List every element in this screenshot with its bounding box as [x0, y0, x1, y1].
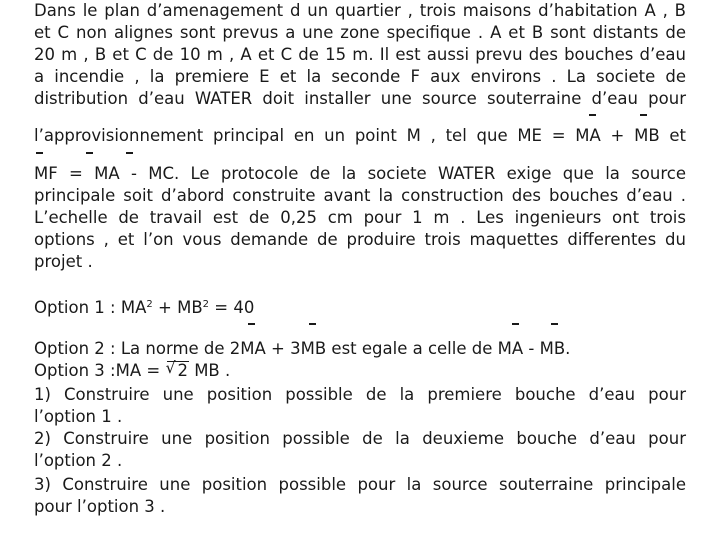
question-line: 1) Construire une position possible de la premiere bouche d’eau pour: [34, 385, 686, 404]
paragraph-line: projet .: [34, 252, 93, 271]
option-3: [34, 360, 686, 382]
vector-arrow-mark: [248, 323, 255, 325]
option-1: [34, 297, 686, 319]
vector-arrow-mark: [36, 152, 43, 154]
paragraph-line: distribution d’eau WATER doit installer une source souterraine d’eau pour: [34, 89, 686, 108]
option-3-suffix: MB .: [188, 361, 231, 380]
square-root-value: 2: [177, 361, 188, 380]
question-line: l’option 2 .: [34, 451, 123, 470]
question-line: 3) Construire une position possible pour la source souterraine principale: [34, 475, 686, 494]
vector-arrow-mark: [551, 323, 558, 325]
paragraph-line: l’approvisionnement principal en un point M , tel que ME = MA + MB et: [34, 126, 686, 145]
vector-arrow-mark: [126, 152, 133, 154]
vector-arrow-mark: [309, 323, 316, 325]
option-3-prefix: Option 3 :MA =: [34, 361, 166, 380]
paragraph-line: 20 m , B et C de 10 m , A et C de 15 m. Il est aussi prevu des bouches d’eau: [34, 45, 686, 64]
question-line: l’option 1 .: [34, 407, 123, 426]
paragraph-line: options , et l’on vous demande de produire trois maquettes differentes du: [34, 230, 686, 249]
option-1-suffix: = 40: [209, 298, 255, 317]
vector-arrow-mark: [512, 323, 519, 325]
paragraph-line: MF = MA - MC. Le protocole de la societe WATER exige que la source: [34, 164, 686, 183]
question-line: 2) Construire une position possible de la deuxieme bouche d’eau pour: [34, 429, 686, 448]
vector-arrow-mark: [589, 114, 596, 116]
square-root: [167, 361, 189, 380]
option-1-prefix: Option 1 : MA: [34, 298, 147, 317]
question-line: pour l’option 3 .: [34, 497, 166, 516]
option-1-exponent: 2: [146, 299, 153, 310]
vector-arrow-mark: [640, 114, 647, 116]
option-1-mid: + MB: [152, 298, 203, 317]
option-2: Option 2 : La norme de 2MA + 3MB est egale a celle de MA - MB.: [34, 339, 571, 358]
paragraph-line: principale soit d’abord construite avant la construction des bouches d’eau .: [34, 186, 686, 205]
paragraph-line: et C non alignes sont prevus a une zone specifique . A et B sont distants de: [34, 23, 686, 42]
paragraph-line: L’echelle de travail est de 0,25 cm pour 1 m . Les ingenieurs ont trois: [34, 208, 686, 227]
paragraph-line: Dans le plan d’amenagement d un quartier , trois maisons d’habitation A , B: [34, 1, 686, 20]
paragraph-line: a incendie , la premiere E et la seconde F aux environs . La societe de: [34, 67, 686, 86]
vector-arrow-mark: [86, 152, 93, 154]
option-1-exponent: 2: [202, 299, 210, 310]
